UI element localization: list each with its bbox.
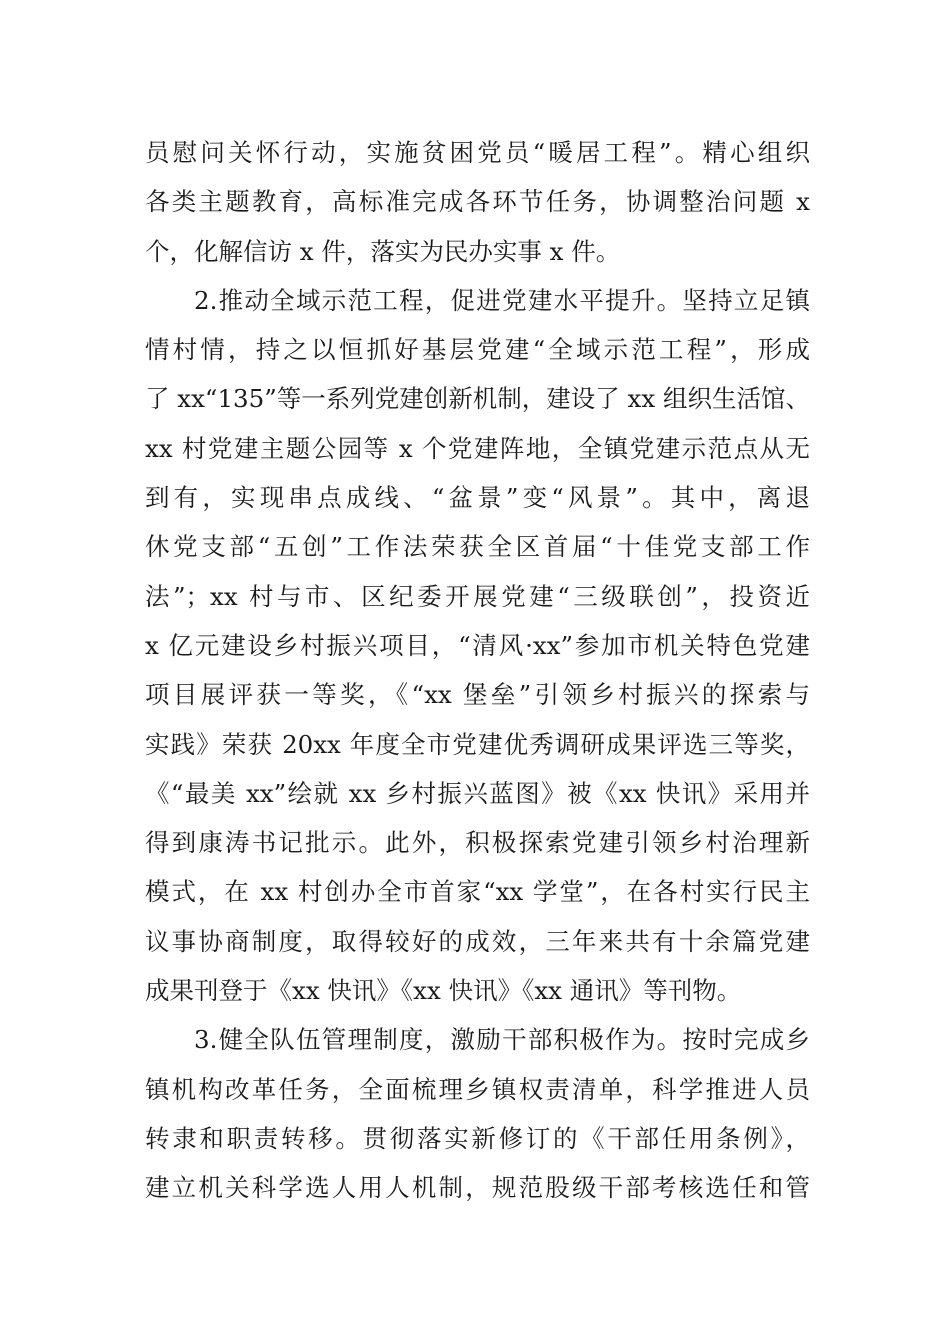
text-line: 镇机构改革任务，全面梳理乡镇权责清单，科学推进人员	[145, 1074, 810, 1104]
text-line: 模式，在 xx 村创办全市首家“xx 学堂”，在各村实行民主	[145, 877, 810, 907]
text-line: 情村情，持之以恒抓好基层党建“全域示范工程”，形成	[145, 335, 810, 365]
text-line: x 亿元建设乡村振兴项目，“清风·xx”参加市机关特色党建	[145, 630, 810, 660]
text-line: 个，化解信访 x 件，落实为民办实事 x 件。	[145, 236, 621, 266]
text-line: 建立机关科学选人用人机制，规范股级干部考核选任和管	[145, 1173, 810, 1203]
text-line: 得到康涛书记批示。此外，积极探索党建引领乡村治理新	[145, 828, 810, 858]
text-line: 了 xx“135”等一系列党建创新机制，建设了 xx 组织生活馆、	[145, 384, 810, 414]
text-line: 法”；xx 村与市、区纪委开展党建“三级联创”，投资近	[145, 581, 810, 611]
text-line: 《“最美 xx”绘就 xx 乡村振兴蓝图》被《xx 快讯》采用并	[145, 778, 810, 808]
text-line: 休党支部“五创”工作法荣获全区首届“十佳党支部工作	[145, 532, 810, 562]
text-line: 员慰问关怀行动，实施贫困党员“暖居工程”。精心组织	[145, 138, 810, 167]
text-line: 实践》荣获 20xx 年度全市党建优秀调研成果评选三等奖，	[145, 729, 810, 759]
body-text	[145, 128, 810, 1213]
text-line: 各类主题教育，高标准完成各环节任务，协调整治问题 x	[145, 187, 810, 217]
text-line: 转隶和职责转移。贯彻落实新修订的《干部任用条例》，	[145, 1123, 810, 1153]
paragraph-first-line: 3.健全队伍管理制度，激励干部积极作为。按时完成乡	[194, 1025, 810, 1055]
paragraph-first-line: 2.推动全域示范工程，促进党建水平提升。坚持立足镇	[194, 285, 810, 315]
text-line: 成果刊登于《xx 快讯》《xx 快讯》《xx 通讯》等刊物。	[145, 976, 742, 1006]
text-line: xx 村党建主题公园等 x 个党建阵地，全镇党建示范点从无	[145, 433, 810, 463]
text-line: 项目展评获一等奖，《“xx 堡垒”引领乡村振兴的探索与	[145, 680, 810, 710]
text-line: 议事协商制度，取得较好的成效，三年来共有十余篇党建	[145, 926, 810, 956]
text-line: 到有，实现串点成线、“盆景”变“风景”。其中，离退	[145, 483, 810, 513]
